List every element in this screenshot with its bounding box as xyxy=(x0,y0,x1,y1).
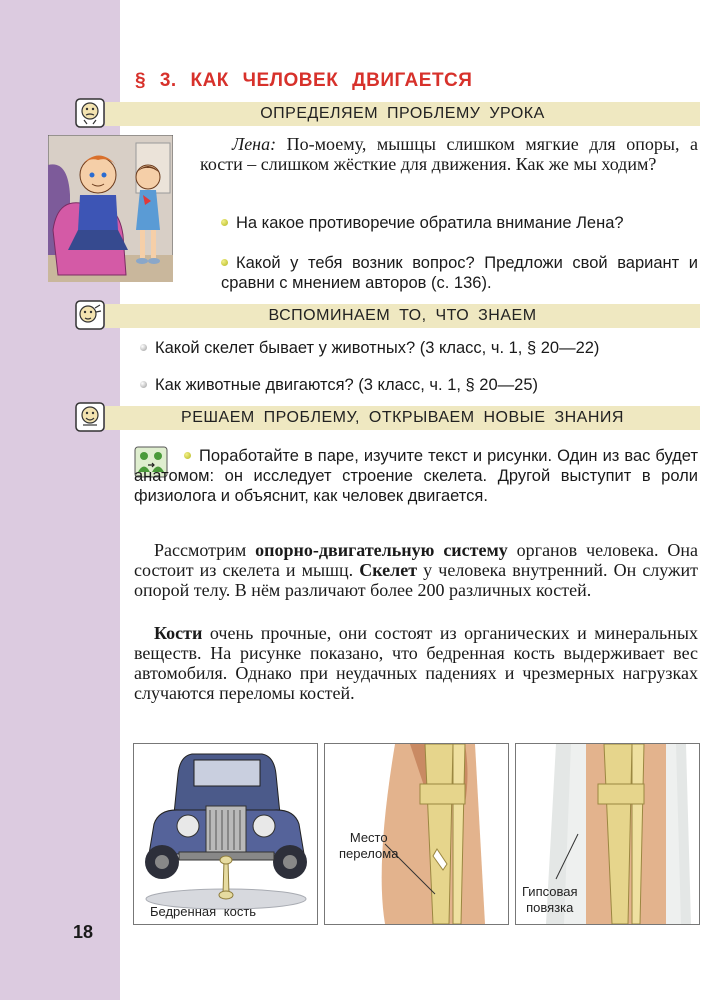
bullet-icon xyxy=(184,452,191,459)
bullet-icon xyxy=(221,259,228,266)
section-heading-problem: ОПРЕДЕЛЯЕМ ПРОБЛЕМУ УРОКА xyxy=(105,102,700,126)
term-skeleton: Скелет xyxy=(359,560,418,580)
cast-label-line1: Гипсовая xyxy=(522,884,578,899)
problem-question-2-text: Какой у тебя возник вопрос? Предложи свой вариант и сравни с мнением авторов (с. 136). xyxy=(221,254,698,292)
paragraph-skeleton-part2: органов человека. Она состоит из скелета и мышц. xyxy=(134,540,699,580)
problem-question-2 xyxy=(221,253,698,293)
recall-question-2 xyxy=(140,375,698,395)
figure-cast xyxy=(515,743,700,925)
term-bones: Кости xyxy=(154,623,203,643)
car-figure-label: Бедренная кость xyxy=(150,904,257,919)
paragraph-bones-text: очень прочные, они состоят из органических и минеральных веществ. На рисунке показано, что бедренная кость выдерживает вес автомобиля. Однако при неудачных падениях и чрезмерных нагрузках случаются переломы костей. xyxy=(134,623,698,703)
dialogue-text xyxy=(200,134,698,174)
recall-question-1-text: Какой скелет бывает у животных? (3 класс, ч. 1, § 20—22) xyxy=(155,339,600,357)
fracture-label-line1: Место xyxy=(349,830,388,845)
paragraph-bones xyxy=(134,623,698,703)
problem-question-1 xyxy=(221,213,698,233)
figure-fracture xyxy=(324,743,509,925)
bullet-icon xyxy=(140,381,147,388)
remember-face-icon xyxy=(75,300,105,330)
fracture-label xyxy=(339,830,398,862)
bullet-icon xyxy=(221,219,228,226)
dialogue-body: По-моему, мышцы слишком мягкие для опоры, а кости – слишком жёсткие для движения. Как же мы ходим? xyxy=(200,134,698,174)
problem-question-1-text: На какое противоречие обратила внимание Лена? xyxy=(236,214,624,232)
paragraph-skeleton xyxy=(134,540,698,600)
term-musculoskeletal: опорно-двигательную систему xyxy=(255,540,508,560)
cast-label xyxy=(522,884,578,916)
pair-task xyxy=(134,446,698,506)
recall-question-1 xyxy=(140,338,698,358)
children-illustration xyxy=(48,135,173,282)
page-number: 18 xyxy=(73,922,94,942)
car-on-femur-image xyxy=(134,744,317,924)
fracture-label-line2: перелома xyxy=(339,846,399,861)
section-heading-discover: РЕШАЕМ ПРОБЛЕМУ, ОТКРЫВАЕМ НОВЫЕ ЗНАНИЯ xyxy=(105,406,700,430)
paragraph-skeleton-part1: Рассмотрим xyxy=(154,540,256,560)
pair-task-text: Поработайте в паре, изучите текст и рисунки. Один из вас будет анатомом: он исследует строение скелета. Другой выступит в роли физиолога и объяснит, как человек двигается. xyxy=(134,447,698,505)
thinking-face-icon xyxy=(75,98,105,128)
discover-face-icon xyxy=(75,402,105,432)
page-title: § 3. КАК ЧЕЛОВЕК ДВИГАЕТСЯ xyxy=(135,70,473,91)
bullet-icon xyxy=(140,344,147,351)
paragraph-skeleton-part3: у человека внутренний. Он служит опорой телу. В нём различают более 200 различных костей. xyxy=(134,560,698,600)
dialogue-speaker: Лена: xyxy=(232,134,277,154)
figure-car-femur xyxy=(133,743,318,925)
cast-label-line2: повязка xyxy=(526,900,574,915)
recall-question-2-text: Как животные двигаются? (3 класс, ч. 1, § 20—25) xyxy=(155,376,539,394)
section-heading-recall: ВСПОМИНАЕМ ТО, ЧТО ЗНАЕМ xyxy=(105,304,700,328)
